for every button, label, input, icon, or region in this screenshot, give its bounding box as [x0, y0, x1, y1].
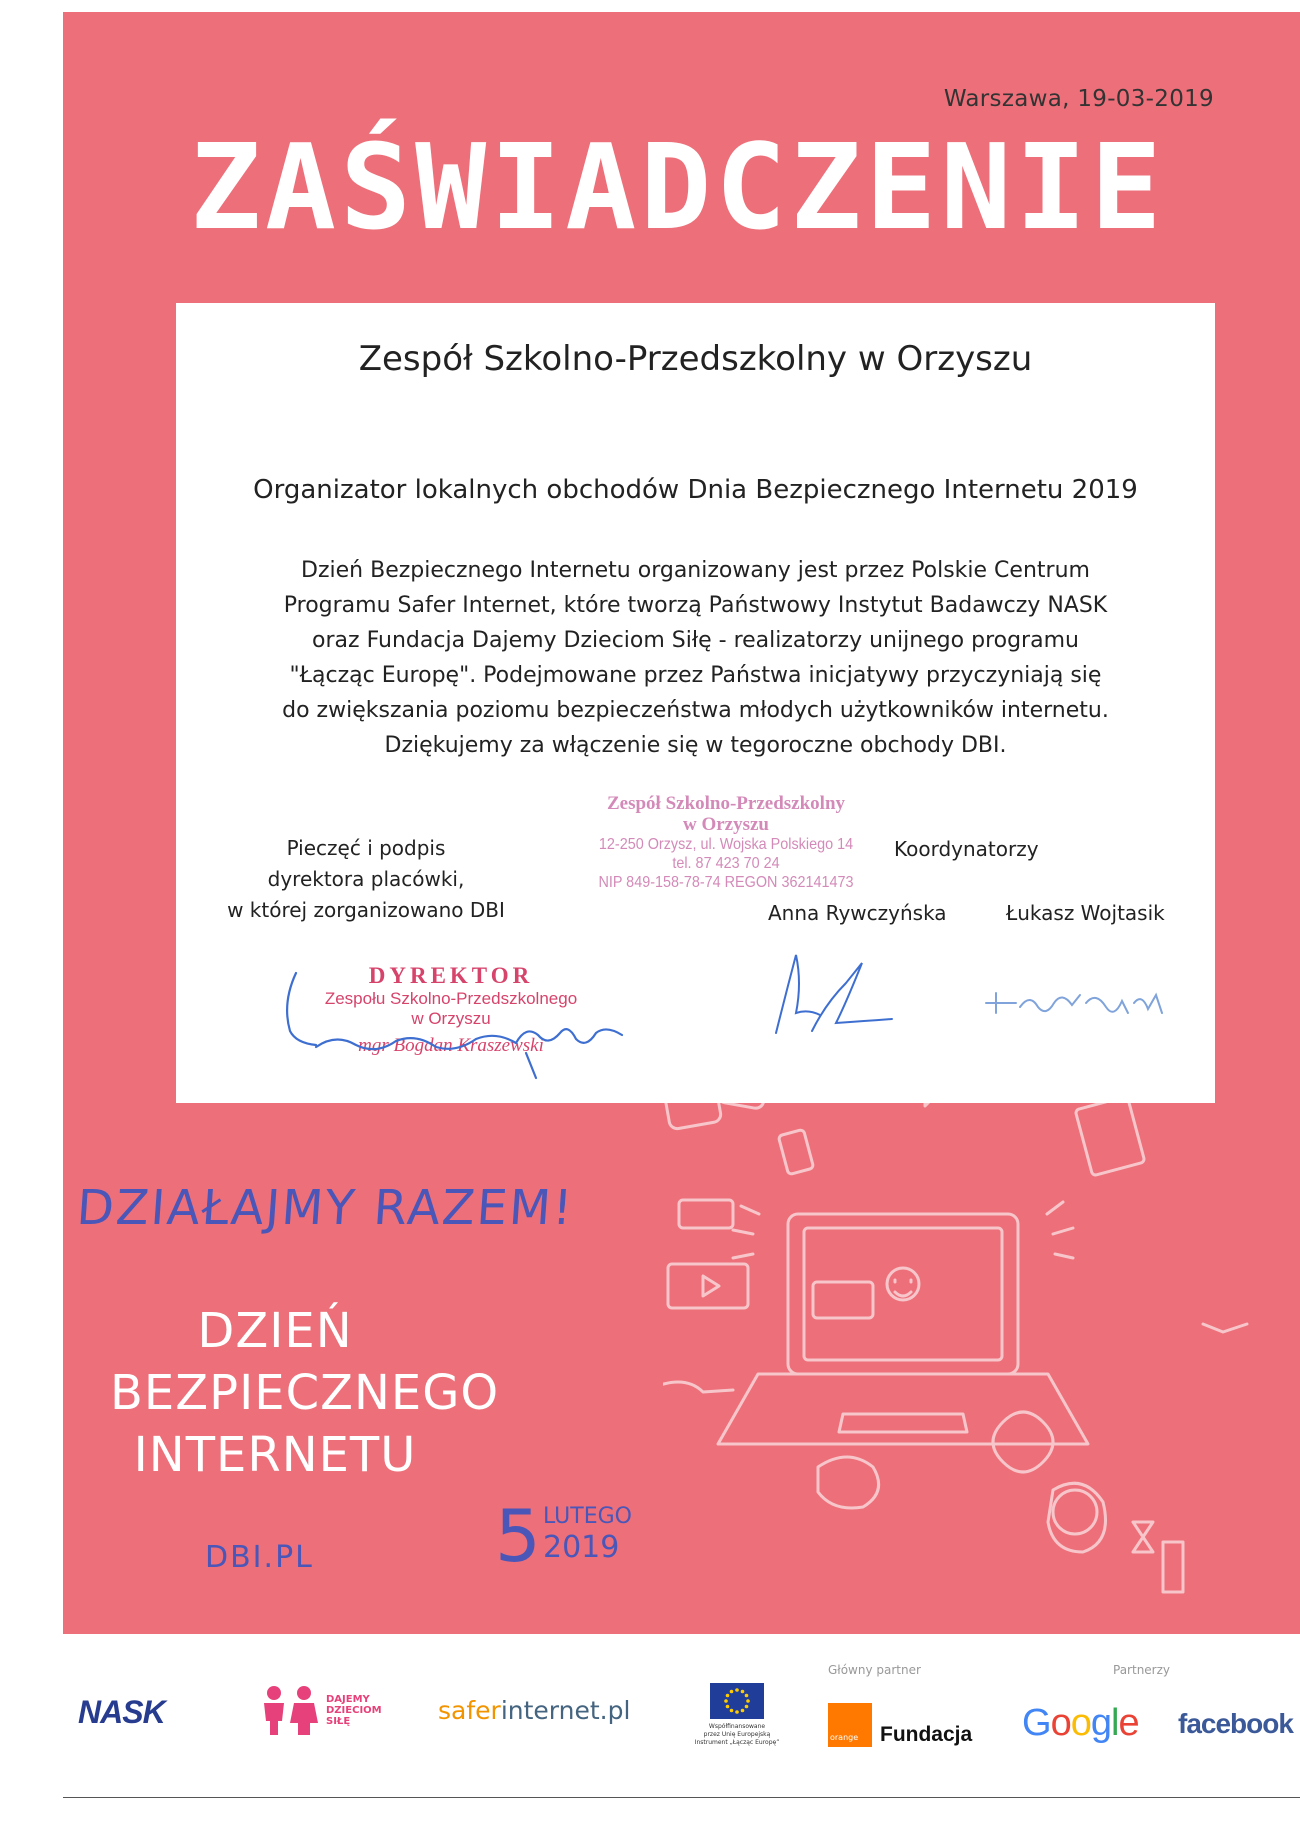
children-figures-icon — [258, 1683, 322, 1737]
coordinators-label: Koordynatorzy — [894, 837, 1039, 861]
google-logo — [1022, 1702, 1139, 1745]
certificate-body — [216, 553, 1175, 763]
stamp-address: 12-250 Orzysz, ul. Wojska Polskiego 14 — [598, 836, 854, 853]
eu-text-line: przez Unię Europejską — [703, 1731, 771, 1738]
partners-label: Partnerzy — [1113, 1663, 1171, 1677]
coordinator-name: Anna Rywczyńska — [768, 901, 947, 925]
label-line: dyrektora placówki, — [267, 867, 465, 891]
google-logo-letter: o — [1050, 1702, 1071, 1744]
main-partner-label: Główny partner — [828, 1663, 921, 1677]
ddz-logo-line: DZIECIOM — [326, 1705, 382, 1716]
certificate-card — [176, 303, 1215, 1103]
coordinator-signature-icon — [976, 973, 1176, 1033]
orange-word: orange — [830, 1733, 859, 1742]
stamp-school-name: Zespół Szkolno-Przedszkolny — [606, 793, 846, 814]
director-stamp-org-line: w Orzyszu — [411, 1009, 491, 1028]
director-stamp-org-line: Zespołu Szkolno-Przedszkolnego — [324, 989, 578, 1008]
body-line: oraz Fundacja Dajemy Dzieciom Siłę - realizatorzy unijnego programu — [312, 628, 1079, 653]
certificate-title: ZAŚWIADCZENIE — [190, 118, 1166, 256]
event-month: LUTEGO — [543, 1504, 632, 1529]
nask-logo: NASK — [78, 1694, 165, 1730]
dbi-logo-title — [110, 1300, 500, 1486]
body-line: "Łącząc Europę". Podejmowane przez Państwa inicjatywy przyczyniają się — [289, 663, 1102, 688]
google-logo-letter: l — [1110, 1702, 1119, 1744]
body-line: do zwiększania poziomu bezpieczeństwa młodych użytkowników internetu. — [282, 698, 1109, 723]
dbi-title-line: INTERNETU — [133, 1427, 417, 1483]
ddz-logo-text — [326, 1694, 382, 1727]
google-logo-letter: g — [1090, 1702, 1111, 1744]
director-signature-icon — [276, 963, 696, 1083]
director-signature-label — [216, 833, 516, 926]
eu-text-line: Instrument „Łącząc Europę” — [694, 1739, 780, 1746]
issue-date: Warszawa, 19-03-2019 — [943, 86, 1214, 112]
label-line: w której zorganizowano DBI — [227, 898, 505, 922]
google-logo-letter: o — [1070, 1702, 1091, 1744]
body-line: Dzień Bezpiecznego Internetu organizowany jest przez Polskie Centrum — [301, 558, 1090, 583]
organizer-line: Organizator lokalnych obchodów Dnia Bezpiecznego Internetu 2019 — [253, 475, 1138, 505]
eu-cofunding-logo — [682, 1683, 792, 1747]
coordinator-name: Łukasz Wojtasik — [1006, 901, 1165, 925]
fundacja-text: Fundacja — [880, 1723, 973, 1746]
stamp-school-town: w Orzyszu — [682, 814, 769, 835]
laptop-illustration-icon — [663, 1072, 1300, 1632]
body-line: Programu Safer Internet, które tworzą Państwowy Instytut Badawczy NASK — [283, 593, 1108, 618]
facebook-logo: facebook — [1178, 1708, 1293, 1739]
ddz-logo-line: DAJEMY — [326, 1694, 370, 1705]
bottom-divider — [63, 1797, 1300, 1798]
body-line: Dziękujemy za włączenie się w tegoroczne obchody DBI. — [384, 733, 1007, 758]
dbi-title-line: BEZPIECZNEGO — [110, 1365, 500, 1421]
director-stamp-name: mgr Bogdan Kraszewski — [358, 1035, 544, 1056]
event-year: 2019 — [543, 1530, 620, 1565]
event-day: 5 — [495, 1494, 541, 1578]
stamp-phone: tel. 87 423 70 24 — [672, 855, 780, 872]
campaign-slogan: DZIAŁAJMY RAZEM! — [75, 1180, 576, 1236]
saferinternet-logo-accent: safer — [438, 1696, 501, 1725]
dbi-website: DBI.PL — [205, 1540, 314, 1575]
stamp-ids: NIP 849-158-78-74 REGON 362141473 — [598, 874, 854, 891]
eu-cofunding-text — [682, 1723, 792, 1747]
saferinternet-logo-rest: internet.pl — [500, 1696, 631, 1725]
saferinternet-logo — [438, 1696, 630, 1725]
school-stamp — [556, 793, 896, 892]
dbi-title-line: DZIEŃ — [197, 1303, 353, 1359]
ddz-logo-line: SIŁĘ — [326, 1716, 351, 1727]
eu-text-line: Współfinansowane — [708, 1723, 766, 1730]
director-stamp-title: DYREKTOR — [368, 963, 534, 988]
eu-flag-icon — [710, 1683, 764, 1719]
school-name: Zespół Szkolno-Przedszkolny w Orzyszu — [358, 339, 1033, 379]
google-logo-letter: e — [1118, 1702, 1139, 1744]
label-line: Pieczęć i podpis — [286, 836, 446, 860]
coordinator-signature-icon — [766, 943, 906, 1043]
google-logo-letter: G — [1022, 1702, 1051, 1744]
